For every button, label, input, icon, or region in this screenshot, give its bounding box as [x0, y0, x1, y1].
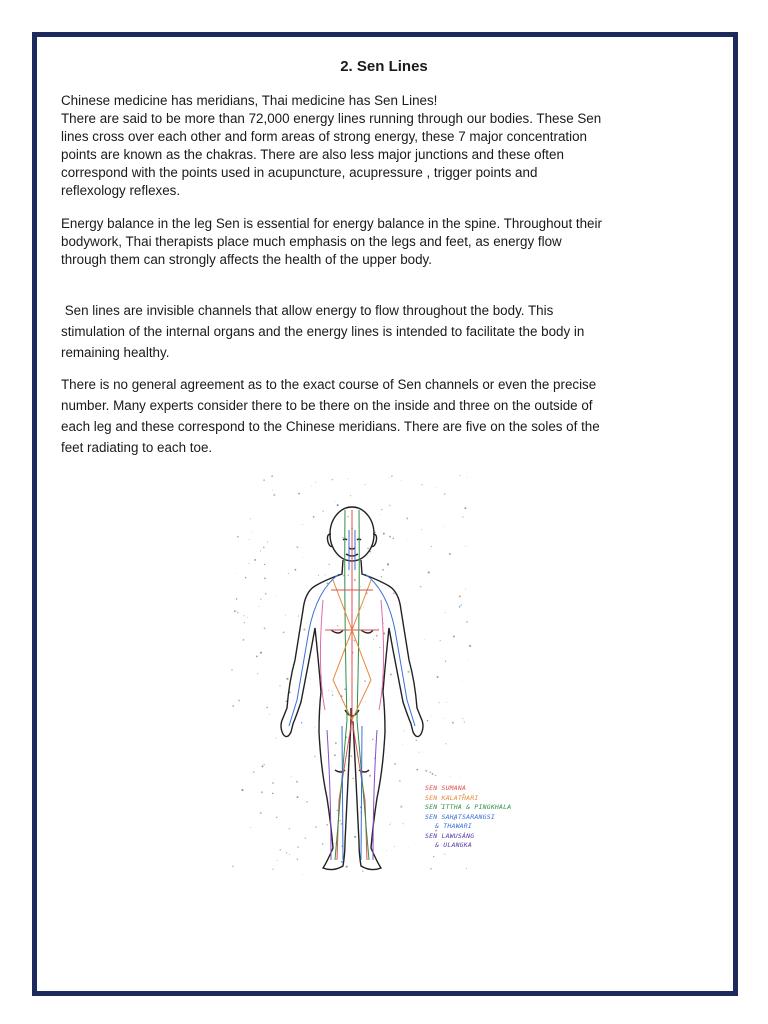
speckle-dot — [261, 791, 263, 793]
speckle-dot — [466, 868, 467, 869]
speckle-dot — [314, 756, 316, 758]
speckle-dot — [247, 617, 248, 618]
speckle-dot — [297, 859, 298, 860]
speckle-dot — [383, 533, 385, 535]
energy-lines — [289, 510, 415, 860]
speckle-dot — [322, 843, 324, 845]
speckle-dot — [354, 579, 356, 581]
speckle-dot — [459, 475, 460, 476]
speckle-dot — [296, 546, 298, 548]
speckle-dot — [340, 770, 341, 771]
speckle-dot — [272, 490, 273, 491]
speckle-dot — [381, 509, 382, 510]
speckle-dot — [238, 700, 240, 702]
speckle-dot — [432, 773, 434, 775]
speckle-dot — [382, 569, 384, 571]
speckle-dot — [421, 529, 422, 530]
speckle-dot — [337, 625, 338, 626]
speckle-dot — [462, 718, 463, 719]
speckle-dot — [263, 764, 265, 766]
speckle-dot — [416, 769, 418, 771]
legend-item-ulangka: & ULANGKA — [435, 841, 473, 849]
speckle-dot — [348, 516, 349, 517]
speckle-dot — [445, 661, 446, 662]
speckle-dot — [436, 487, 437, 488]
speckle-dot — [462, 680, 463, 681]
speckle-dot — [423, 752, 424, 753]
speckle-dot — [462, 516, 463, 517]
speckle-dot — [269, 714, 270, 715]
speckle-dot — [365, 702, 366, 703]
speckle-dot — [389, 505, 390, 506]
speckle-dot — [277, 860, 278, 861]
legend-item-lawusang: SEN LAWUSANG — [425, 831, 475, 840]
speckle-dot — [438, 702, 439, 703]
speckle-dot — [286, 852, 287, 853]
figure-legend — [425, 784, 515, 851]
speckle-dot — [435, 775, 437, 777]
speckle-dot — [276, 738, 277, 739]
speckle-dot — [373, 639, 374, 640]
speckle-dot — [334, 754, 336, 756]
speckle-dot — [427, 720, 428, 721]
speckle-dot — [272, 869, 273, 870]
speckle-dot — [305, 837, 307, 839]
text-line: each leg and these correspond to the Chinese meridians. There are five on the soles of the — [61, 419, 600, 434]
speckle-dot — [273, 494, 275, 496]
speckle-dot — [315, 482, 316, 483]
speckle-dot — [360, 586, 361, 587]
speckle-dot — [289, 828, 290, 829]
speckle-dot — [296, 781, 298, 783]
speckle-dot — [367, 547, 369, 549]
text-line: remaining healthy. — [61, 345, 170, 360]
speckle-dot — [237, 612, 239, 614]
paragraph-agreement — [61, 374, 641, 458]
speckle-dot — [341, 823, 343, 825]
speckle-dot — [326, 824, 328, 826]
speckle-dot — [389, 536, 391, 538]
page-title: 2. Sen Lines — [340, 58, 428, 75]
speckle-dot — [302, 524, 303, 525]
speckle-dot — [303, 628, 305, 630]
speckle-dot — [276, 817, 277, 818]
speckle-dot — [347, 478, 348, 479]
legend-item-thawari: & THAWARI — [435, 822, 473, 830]
text-line: Energy balance in the leg Sen is essential for energy balance in the spine. Throughout their — [61, 216, 602, 231]
speckle-dot — [352, 778, 354, 780]
speckle-dot — [430, 868, 432, 870]
text-line: Chinese medicine has meridians, Thai medicine has Sen Lines! — [61, 93, 438, 108]
paragraph-invisible-channels — [61, 300, 641, 363]
speckle-dot — [318, 575, 319, 576]
speckle-dot — [343, 575, 345, 577]
speckle-dot — [264, 627, 266, 629]
speckle-dot — [443, 718, 444, 719]
speckle-dot — [425, 770, 427, 772]
speckle-dot — [329, 564, 330, 565]
speckle-dot — [386, 850, 387, 851]
speckle-dot — [381, 576, 382, 577]
speckle-dot — [286, 678, 288, 680]
legend-item-kalathari: SEN KALATHARI — [425, 793, 479, 802]
speckle-dot — [257, 673, 258, 674]
speckle-dot — [403, 823, 404, 824]
speckle-dot — [285, 615, 286, 616]
speckle-dot — [431, 715, 432, 716]
speckle-dot — [419, 752, 420, 753]
speckle-dot — [459, 595, 461, 597]
speckle-dot — [291, 776, 292, 777]
speckle-dot — [372, 651, 373, 652]
speckle-dot — [350, 495, 351, 496]
text-line: bodywork, Thai therapists place much emphasis on the legs and feet, as energy flow — [61, 234, 562, 249]
speckle-dot — [231, 669, 232, 670]
text-line: Sen lines are invisible channels that allow energy to flow throughout the body. This — [61, 303, 554, 318]
speckle-dot — [391, 476, 392, 477]
speckle-dot — [279, 686, 280, 687]
speckle-dot — [459, 606, 461, 608]
line-pingkhala — [357, 510, 369, 860]
text-line: stimulation of the internal organs and the energy lines is intended to facilitate the body in — [61, 324, 585, 339]
speckle-dot — [365, 484, 366, 485]
speckle-dot — [264, 564, 265, 565]
speckle-dot — [263, 479, 265, 481]
speckle-dot — [271, 475, 273, 477]
speckle-dot — [378, 628, 379, 629]
speckle-dot — [338, 694, 339, 695]
speckle-dot — [313, 516, 315, 518]
speckle-dot — [406, 603, 407, 604]
speckle-dot — [399, 780, 400, 781]
speckle-dot — [349, 699, 350, 700]
speckle-dot — [256, 655, 258, 657]
speckle-dot — [467, 477, 468, 478]
speckle-dot — [328, 690, 329, 691]
speckle-dot — [390, 822, 391, 823]
speckle-dot — [251, 532, 252, 533]
speckle-dot — [389, 824, 390, 825]
speckle-dot — [232, 866, 234, 868]
speckle-dot — [301, 722, 302, 723]
text-line: There are said to be more than 72,000 energy lines running through our bodies. These Sen — [61, 111, 602, 126]
speckle-dot — [260, 599, 261, 600]
speckle-dot — [394, 763, 396, 765]
speckle-dot — [344, 688, 346, 690]
speckle-dot — [245, 577, 246, 578]
speckle-dot — [348, 575, 349, 576]
speckle-dot — [302, 874, 303, 875]
text-line: There is no general agreement as to the exact course of Sen channels or even the precise — [61, 377, 597, 392]
speckle-dot — [249, 563, 250, 564]
speckle-dot — [433, 856, 434, 857]
speckle-dot — [400, 806, 402, 808]
speckle-dot — [464, 507, 466, 509]
speckle-dot — [407, 539, 408, 540]
speckle-dot — [342, 537, 343, 538]
speckle-dot — [234, 610, 236, 612]
speckle-dot — [338, 677, 339, 678]
speckle-dot — [408, 671, 410, 673]
text-line: feet radiating to each toe. — [61, 440, 213, 455]
line-ittha — [335, 510, 347, 860]
speckle-dot — [421, 484, 422, 485]
speckle-dot — [437, 676, 439, 678]
speckle-dot — [335, 502, 336, 503]
speckle-dot — [393, 592, 395, 594]
speckle-dot — [276, 596, 277, 597]
text-line: through them can strongly affects the health of the upper body. — [61, 252, 432, 267]
speckle-dot — [297, 846, 299, 848]
text-line: reflexology reflexes. — [61, 183, 181, 198]
legend-item-sumana: SEN SUMANA — [425, 784, 467, 792]
speckle-dot — [420, 586, 422, 588]
speckle-dot — [296, 857, 297, 858]
speckle-dot — [339, 820, 340, 821]
speckle-dot — [337, 504, 339, 506]
speckle-dot — [260, 550, 261, 551]
speckle-dot — [262, 765, 264, 767]
speckle-dot — [452, 722, 454, 724]
speckle-dot — [387, 563, 389, 565]
speckle-dot — [332, 691, 333, 692]
speckle-dot — [364, 680, 366, 682]
speckle-dot — [449, 553, 451, 555]
speckle-dot — [253, 771, 255, 773]
speckle-dot — [465, 589, 466, 590]
speckle-dot — [379, 647, 380, 648]
speckle-dot — [346, 641, 347, 642]
speckle-dot — [232, 705, 234, 707]
speckle-dot — [444, 854, 445, 855]
speckle-dot — [280, 849, 282, 851]
speckle-dot — [469, 645, 471, 647]
speckle-dot — [380, 532, 381, 533]
speckle-dot — [394, 846, 395, 847]
text-line: number. Many experts consider there to be there on the inside and three on the outside of — [61, 398, 593, 413]
speckle-dot — [235, 573, 236, 574]
speckle-dot — [453, 635, 455, 637]
speckle-dot — [369, 775, 371, 777]
speckle-dot — [445, 743, 446, 744]
speckle-dot — [325, 574, 326, 575]
text-line: points are known as the chakras. There are also less major junctions and these often — [61, 147, 564, 162]
speckle-dot — [467, 659, 468, 660]
speckle-dot — [408, 847, 409, 848]
speckle-dot — [241, 789, 243, 791]
text-line: lines cross over each other and form areas of strong energy, these 7 major concentration — [61, 129, 587, 144]
speckle-dot — [404, 730, 405, 731]
speckle-dot — [461, 604, 462, 605]
speckle-dot — [298, 493, 300, 495]
speckle-dot — [393, 537, 395, 539]
speckle-dot — [236, 611, 237, 612]
speckle-dot — [450, 776, 451, 777]
speckle-dot — [337, 810, 338, 811]
speckle-dot — [346, 764, 347, 765]
speckle-dot — [402, 744, 403, 745]
speckle-dot — [346, 866, 348, 868]
speckle-dot — [316, 615, 317, 616]
speckle-dot — [249, 539, 250, 540]
speckle-dot — [322, 510, 323, 511]
speckle-dot — [372, 739, 373, 740]
speckle-dot — [440, 640, 441, 641]
speckle-dot — [272, 782, 274, 784]
speckle-dot — [297, 796, 299, 798]
speckle-dot — [389, 478, 390, 479]
speckle-dot — [283, 632, 285, 634]
paragraph-energy-balance — [61, 215, 641, 269]
speckle-dot — [260, 812, 262, 814]
speckle-dot — [243, 639, 245, 641]
speckle-dot — [376, 635, 378, 637]
speckle-dot — [315, 826, 317, 828]
speckle-dot — [460, 777, 461, 778]
speckle-dot — [428, 571, 430, 573]
speckle-dot — [390, 673, 392, 675]
speckle-dot — [341, 861, 343, 863]
speckle-dot — [254, 559, 256, 561]
speckle-dot — [443, 526, 444, 527]
speckle-dot — [362, 870, 364, 872]
speckle-dot — [259, 606, 260, 607]
speckle-dot — [327, 588, 328, 589]
speckle-dot — [291, 668, 292, 669]
speckle-dot — [406, 517, 408, 519]
speckle-dot — [332, 479, 334, 481]
text-line: correspond with the points used in acupuncture, acupressure , trigger points and — [61, 165, 538, 180]
speckle-dot — [250, 827, 251, 828]
speckle-dot — [306, 801, 307, 802]
speckle-dot — [298, 616, 299, 617]
speckle-dot — [354, 836, 356, 838]
speckle-dot — [303, 557, 304, 558]
speckle-dot — [289, 854, 290, 855]
speckle-dot — [445, 612, 446, 613]
speckle-dot — [416, 740, 417, 741]
speckle-dot — [265, 593, 267, 595]
speckle-dot — [244, 622, 245, 623]
speckle-dot — [466, 546, 467, 547]
speckle-dot — [264, 577, 266, 579]
speckle-dot — [444, 493, 446, 495]
speckle-dot — [272, 793, 274, 795]
line-lawusang-legs — [327, 730, 377, 860]
speckle-dot — [236, 598, 238, 600]
speckle-dot — [350, 755, 352, 757]
speckle-dot — [357, 564, 358, 565]
paragraph-meridians — [61, 92, 641, 200]
legend-item-sahatsarangsi: SEN SAHATSARANGSI — [425, 812, 495, 821]
speckle-dot — [267, 541, 268, 542]
speckle-dot — [464, 721, 465, 722]
speckle-dot — [237, 536, 239, 538]
speckle-dot — [260, 652, 262, 654]
speckle-dot — [430, 772, 431, 773]
speckle-dot — [311, 486, 312, 487]
legend-item-ittha: SEN ITTHA & PINGKHALA — [425, 803, 512, 811]
speckle-dot — [466, 621, 468, 623]
speckle-dot — [446, 702, 447, 703]
speckle-dot — [250, 518, 251, 519]
speckle-dot — [335, 742, 337, 744]
speckle-dot — [332, 694, 334, 696]
speckle-dot — [431, 546, 432, 547]
speckle-dot — [314, 727, 315, 728]
speckle-dot — [288, 573, 289, 574]
speckle-dot — [335, 843, 336, 844]
speckle-dot — [244, 615, 245, 616]
speckle-dot — [401, 480, 402, 481]
speckle-dot — [380, 514, 381, 515]
speckle-dot — [363, 607, 364, 608]
speckle-dot — [353, 639, 355, 641]
speckle-dot — [263, 546, 265, 548]
speckle-dot — [424, 639, 425, 640]
speckle-dot — [266, 707, 267, 708]
speckle-dot — [295, 569, 297, 571]
speckle-dot — [310, 679, 311, 680]
